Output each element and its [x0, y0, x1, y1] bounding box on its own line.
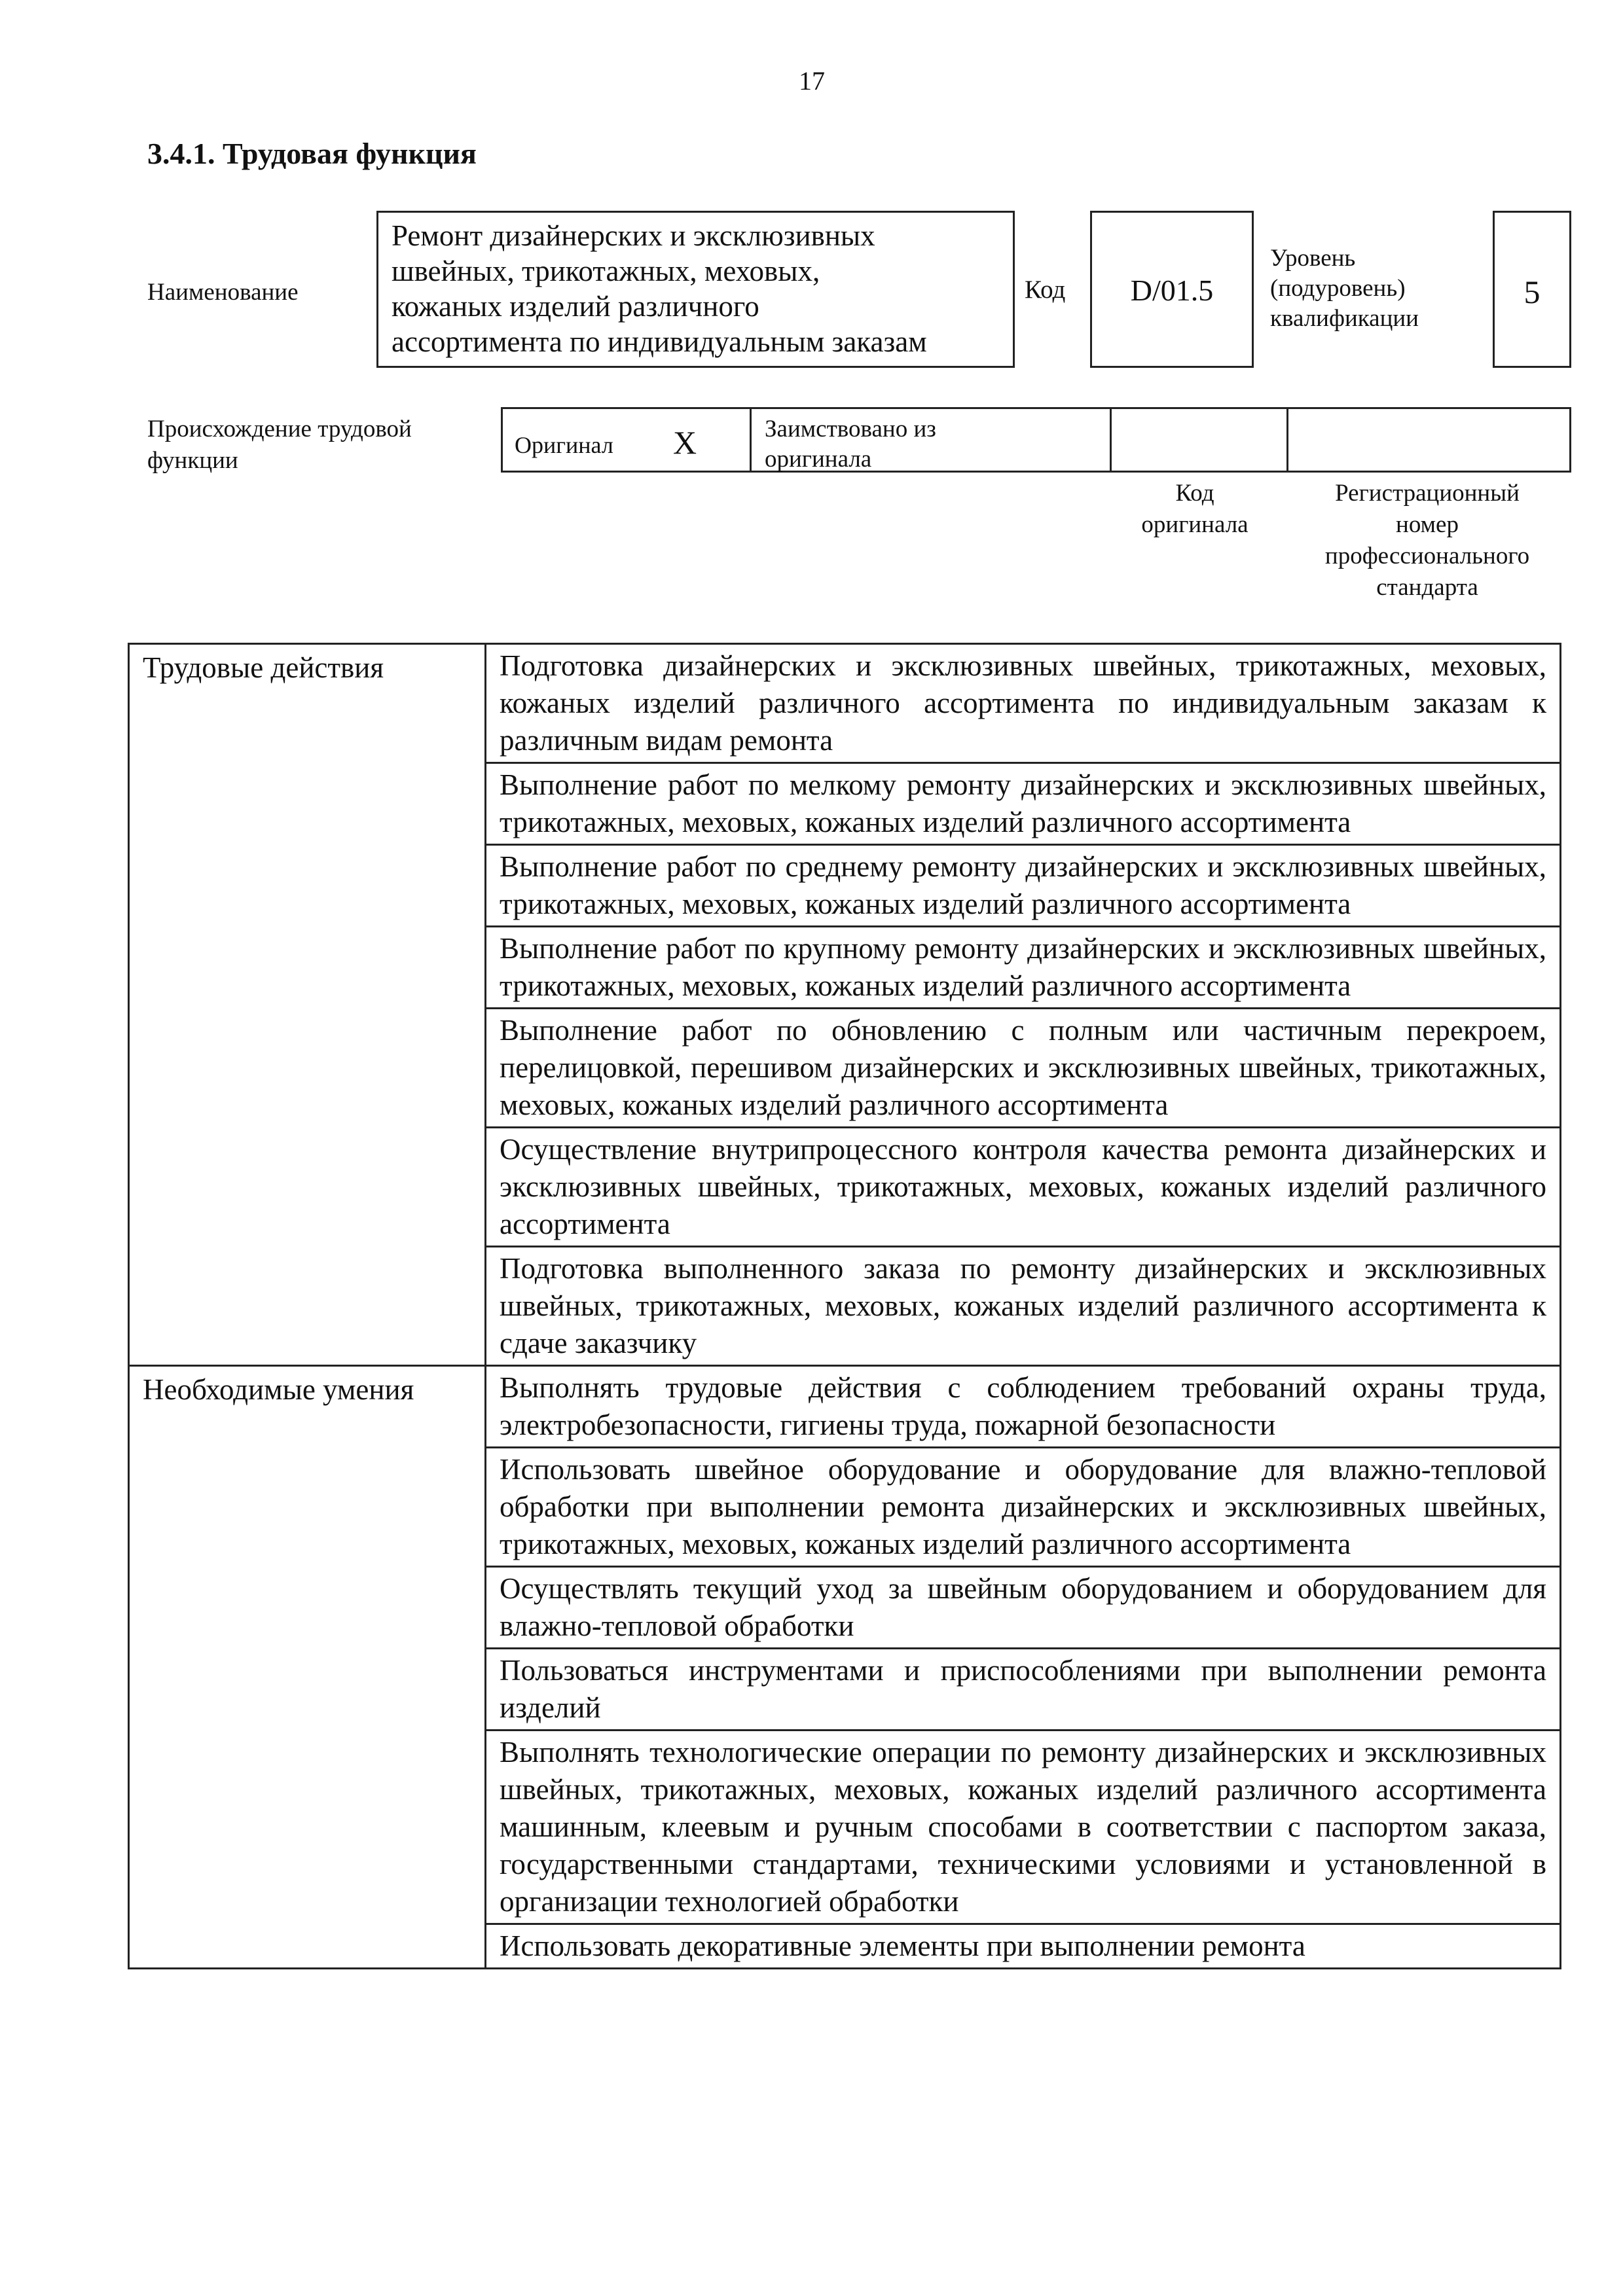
table-row: Осуществлять текущий уход за швейным оборудованием и оборудованием для влажно-тепловой обработки — [486, 1566, 1559, 1647]
caption-line: оригинала — [1141, 511, 1249, 538]
table-row: Выполнять технологические операции по ремонту дизайнерских и эксклюзивных швейных, трикотажных, меховых, кожаных изделий различного ассортимента машинным, клеевым и ручным способами в соответствии с паспортом заказа, государственными стандартами, техническими условиями и установленной в организации технологией обработки — [486, 1729, 1559, 1923]
table-row: Подготовка выполненного заказа по ремонту дизайнерских и эксклюзивных швейных, трикотажных, меховых, кожаных изделий различного ассортимента к сдаче заказчику — [486, 1246, 1559, 1365]
function-name-box — [376, 211, 1015, 368]
caption-line: Регистрационный — [1335, 480, 1520, 507]
origin-label-line: Происхождение трудовой — [147, 416, 412, 442]
name-label: Наименование — [147, 279, 299, 306]
code-box — [1090, 211, 1254, 368]
table-row: Выполнение работ по крупному ремонту дизайнерских и эксклюзивных швейных, трикотажных, меховых, кожаных изделий различного ассортимента — [486, 925, 1559, 1007]
registration-number-caption — [1283, 478, 1571, 603]
level-label-line: квалификации — [1270, 305, 1419, 332]
table-row: Выполнение работ по среднему ремонту дизайнерских и эксклюзивных швейных, трикотажных, меховых, кожаных изделий различного ассортимента — [486, 844, 1559, 925]
function-name-line: ассортимента по индивидуальным заказам — [392, 325, 927, 358]
caption-line: номер — [1396, 511, 1459, 538]
section-title: Трудовые действия — [130, 645, 486, 1365]
table-row: Подготовка дизайнерских и эксклюзивных швейных, трикотажных, меховых, кожаных изделий различного ассортимента по индивидуальным заказам к различным видам ремонта — [500, 649, 1546, 757]
caption-line: профессионального — [1324, 543, 1530, 569]
function-name-line: швейных, трикотажных, меховых, — [392, 255, 820, 287]
level-box — [1493, 211, 1571, 368]
caption-line: Код — [1175, 480, 1214, 507]
registration-number-cell — [1288, 409, 1573, 471]
function-name-line: Ремонт дизайнерских и эксклюзивных — [392, 219, 875, 252]
required-skills-section — [130, 1365, 1559, 1967]
borrowed-cell — [752, 409, 1112, 471]
original-mark: X — [673, 424, 697, 461]
borrowed-label — [765, 414, 936, 475]
table-row: Использовать швейное оборудование и оборудование для влажно-тепловой обработки при выполнении ремонта дизайнерских и эксклюзивных швейных, трикотажных, меховых, кожаных изделий различного ассортимента — [486, 1446, 1559, 1566]
origin-table — [501, 407, 1571, 473]
code-value: D/01.5 — [1130, 274, 1214, 307]
level-label-line: Уровень — [1270, 245, 1356, 272]
original-code-caption — [1106, 478, 1283, 541]
original-label: Оригинал — [515, 432, 613, 458]
page-number: 17 — [799, 66, 825, 96]
origin-label-line: функции — [147, 447, 238, 474]
level-value: 5 — [1523, 274, 1541, 310]
code-label: Код — [1025, 276, 1066, 304]
function-details-table — [128, 643, 1561, 1969]
borrowed-label-line: Заимствовано из — [765, 416, 936, 442]
section-rows — [486, 1367, 1559, 1967]
borrowed-label-line: оригинала — [765, 446, 872, 473]
caption-line: стандарта — [1376, 574, 1478, 601]
section-title: Необходимые умения — [130, 1367, 486, 1967]
table-row: Пользоваться инструментами и приспособлениями при выполнении ремонта изделий — [486, 1647, 1559, 1729]
labor-actions-section — [130, 645, 1559, 1365]
level-label — [1270, 243, 1419, 334]
section-heading: 3.4.1. Трудовая функция — [147, 137, 477, 170]
level-label-line: (подуровень) — [1270, 275, 1406, 302]
table-row: Использовать декоративные элементы при выполнении ремонта — [486, 1923, 1559, 1967]
original-cell — [503, 409, 752, 471]
table-row: Выполнять трудовые действия с соблюдением требований охраны труда, электробезопасности, гигиены труда, пожарной безопасности — [500, 1371, 1546, 1441]
origin-label — [147, 414, 412, 476]
table-row: Выполнение работ по обновлению с полным или частичным перекроем, перелицовкой, перешивом дизайнерских и эксклюзивных швейных, трикотажных, меховых, кожаных изделий различного ассортимента — [486, 1007, 1559, 1126]
function-name-line: кожаных изделий различного — [392, 290, 759, 323]
table-row: Выполнение работ по мелкому ремонту дизайнерских и эксклюзивных швейных, трикотажных, меховых, кожаных изделий различного ассортимента — [486, 762, 1559, 844]
original-code-cell — [1112, 409, 1288, 471]
section-rows — [486, 645, 1559, 1365]
table-row: Осуществление внутрипроцессного контроля качества ремонта дизайнерских и эксклюзивных швейных, трикотажных, меховых, кожаных изделий различного ассортимента — [486, 1126, 1559, 1246]
